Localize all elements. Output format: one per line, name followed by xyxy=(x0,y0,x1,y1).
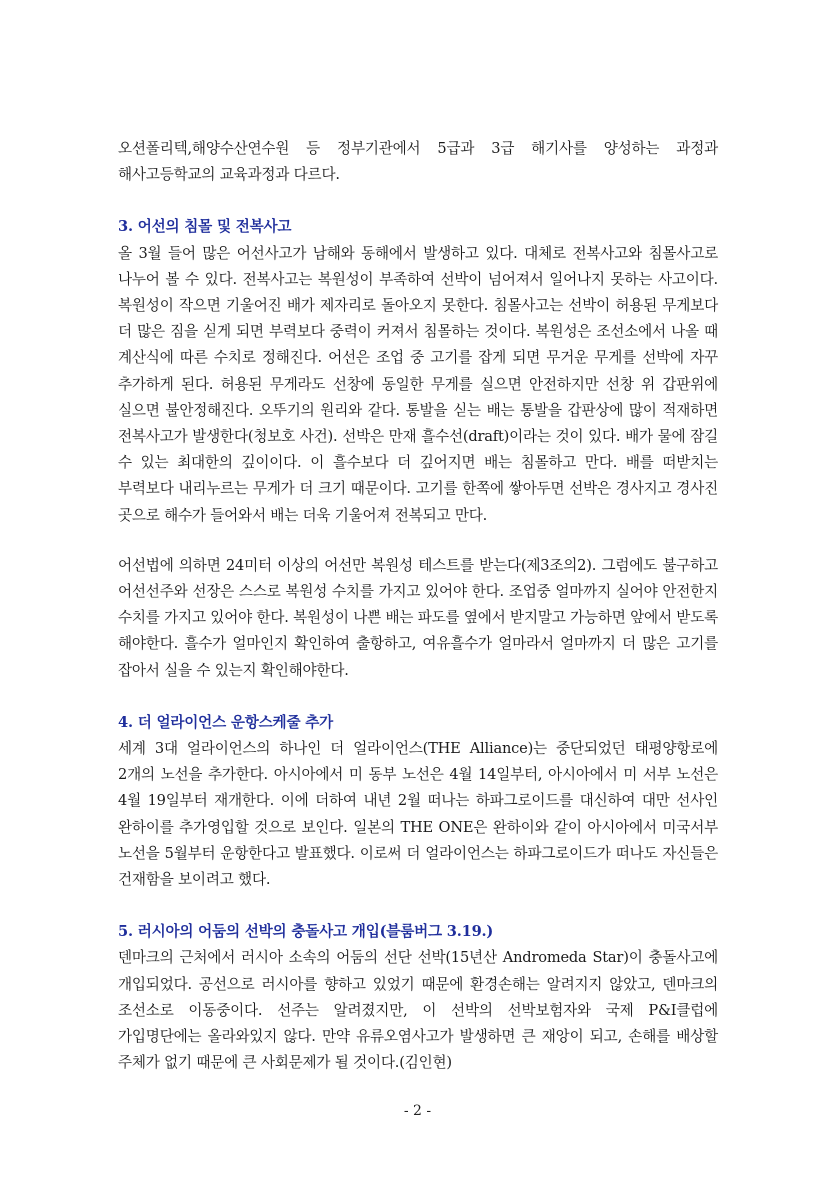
page-number: - 2 - xyxy=(403,1103,432,1119)
section-heading-5: 5. 러시아의 어둠의 선박의 충돌사고 개입(블룸버그 3.19.) xyxy=(118,923,494,941)
intro-paragraph: 오션폴리텍,해양수산연수원 등 정부기관에서 5급과 3급 해기사를 양성하는 과정과 해사고등학교의 교육과정과 다르다. xyxy=(118,140,718,184)
spacer xyxy=(118,529,718,553)
section-3-paragraph-2: 어선법에 의하면 24미터 이상의 어선만 복원성 테스트를 받는다(제3조의2). 그럼에도 불구하고 어선선주와 선장은 스스로 복원성 수치를 가지고 있어야 한다. 조업중 얼마까지 실어야 안전한지 수치를 가지고 있어야 한다. 복원성이 나쁜 배는 파도를 옆에서 받지말고 가능하면 앞에서 받도록 해야한다. 흘수가 얼마인지 확인하여 출항하고, 여유흘수가 얼마라서 얼마까지 더 많은 고기를 잡아서 실을 수 있는지 확인해야한다. xyxy=(118,556,718,679)
section-4-paragraph-1: 세계 3대 얼라이언스의 하나인 더 얼라이언스(THE Alliance)는 중단되었던 태평양항로에 2개의 노선을 추가한다. 아시아에서 미 동부 노선은 4월 14일부터, 아시아에서 미 서부 노선은 4월 19일부터 재개한다. 이에 더하여 내년 2월 떠나는 하파그로이드를 대신하여 대만 선사인 완하이를 추가영입할 것으로 보인다. 일본의 THE ONE은 완하이와 같이 아시아에서 미국서부 노선을 5월부터 운항한다고 발표했다. 이로써 더 얼라이언스는 하파그로이드가 떠나도 자신들은 건재함을 보이려고 했다. xyxy=(118,740,718,889)
section-3-paragraph-1: 올 3월 들어 많은 어선사고가 남해와 동해에서 발생하고 있다. 대체로 전복사고와 침몰사고로 나누어 볼 수 있다. 전복사고는 복원성이 부족하여 선박이 넘어져서 일어나지 못하는 사고이다. 복원성이 작으면 기울어진 배가 제자리로 돌아오지 못한다. 침몰사고는 선박이 허용된 무게보다 더 많은 짐을 싣게 되면 부력보다 중력이 커져서 침몰하는 것이다. 복원성은 조선소에서 나올 때 계산식에 따른 수치로 정해진다. 어선은 조업 중 고기를 잡게 되면 무거운 무게를 선박에 자꾸 추가하게 된다. 허용된 무게라도 선창에 동일한 무게를 실으면 안전하지만 선창 위 갑판위에 실으면 불안정해진다. 오뚜기의 원리와 같다. 통발을 싣는 배는 통발을 갑판상에 많이 적재하면 전복사고가 발생한다(청보호 사건). 선박은 만재 흘수선(draft)이라는 것이 있다. 배가 물에 잠길 수 있는 최대한의 깊이이다. 이 흘수보다 더 깊어지면 배는 침몰하고 만다. 배를 떠받치는 부력보다 내리누르는 무게가 더 크기 때문이다. 고기를 한쪽에 쌓아두면 선박은 경사지고 경사진 곳으로 해수가 들어와서 배는 더욱 기울어져 전복되고 만다. xyxy=(118,244,718,524)
section-heading-3: 3. 어선의 침몰 및 전복사고 xyxy=(118,218,292,236)
section-heading-4: 4. 더 얼라이언스 운항스케줄 추가 xyxy=(118,713,334,731)
document-body xyxy=(118,136,718,1077)
spacer xyxy=(118,893,718,919)
spacer xyxy=(118,684,718,710)
section-5-paragraph-1: 덴마크의 근처에서 러시아 소속의 어둠의 선단 선박(15년산 Andromeda Star)이 충돌사고에 개입되었다. 공선으로 러시아를 향하고 있었기 때문에 환경손해는 알려지지 않았고, 덴마크의 조선소로 이동중이다. 선주는 알려졌지만, 이 선박의 선박보험자와 국제 P&I클럽에 가입명단에는 올라와있지 않다. 만약 유류오염사고가 발생하면 큰 재앙이 되고, 손해를 배상할 주체가 없기 때문에 큰 사회문제가 될 것이다.(김인현) xyxy=(118,949,718,1072)
spacer xyxy=(118,188,718,214)
